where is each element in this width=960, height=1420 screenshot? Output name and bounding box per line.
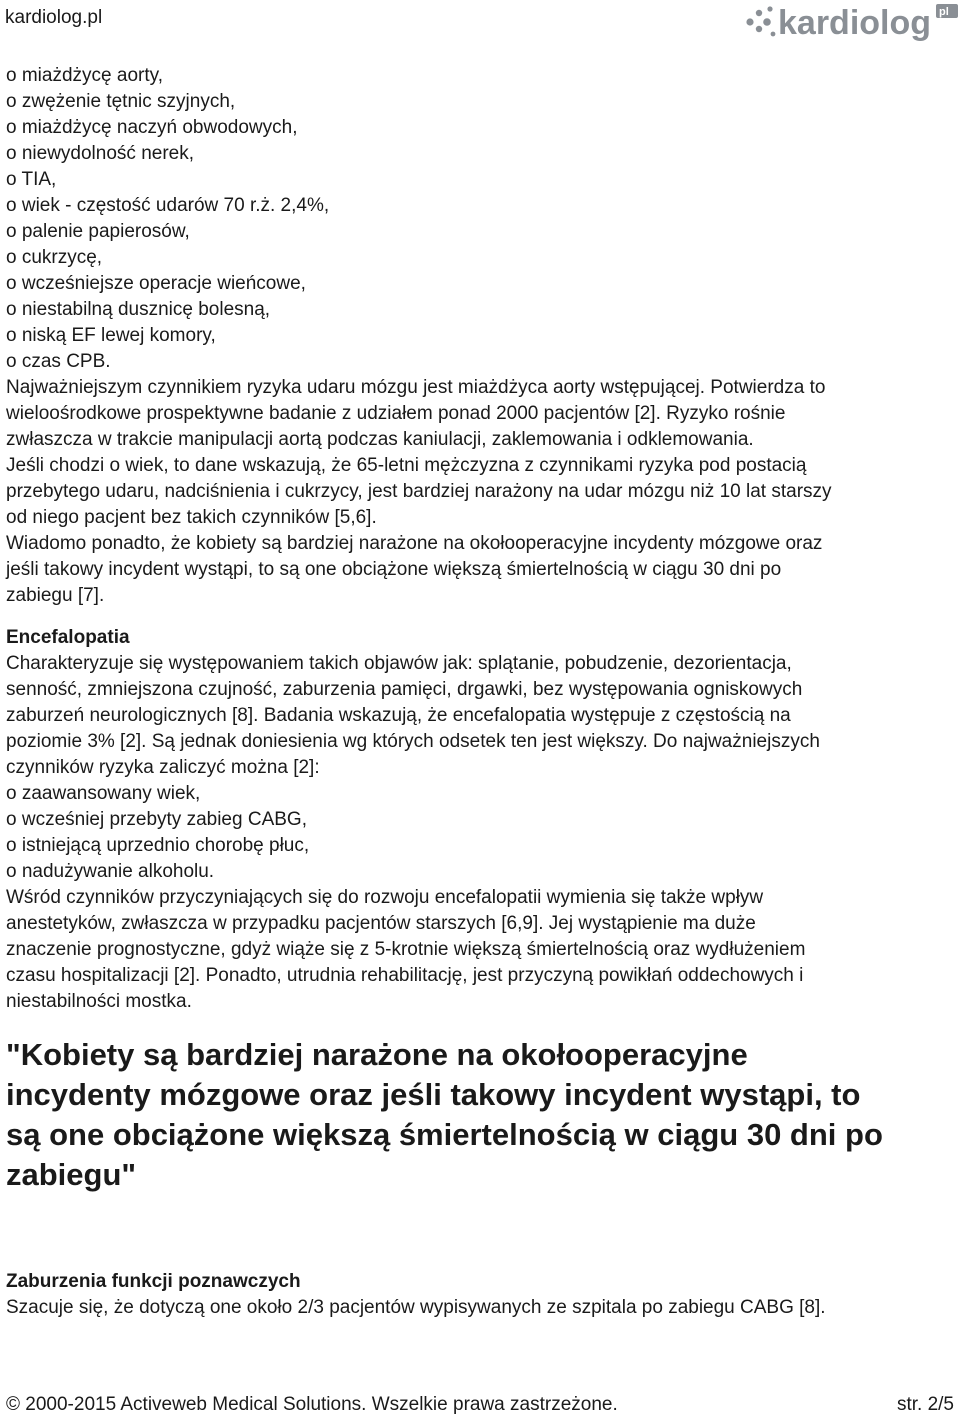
paragraph-line: czasu hospitalizacji [2]. Ponadto, utrudnia rehabilitację, jest przyczyną powikłań oddechowych i	[6, 965, 804, 986]
paragraph-line: Jeśli chodzi o wiek, to dane wskazują, że 65-letni mężczyzna z czynnikami ryzyka pod postacią	[6, 455, 807, 476]
stroke-paragraph	[6, 375, 950, 609]
site-name[interactable]: kardiolog.pl	[5, 7, 103, 28]
logo-wordmark: kardiolog	[778, 4, 932, 42]
list-item: o czas CPB.	[6, 351, 111, 372]
section-heading-cognitive: Zaburzenia funkcji poznawczych	[6, 1271, 301, 1292]
article-body	[6, 63, 950, 1321]
paragraph-line: zaburzeń neurologicznych [8]. Badania wskazują, że encefalopatia występuje z częstością na	[6, 705, 791, 726]
section-heading-encephalopathy: Encefalopatia	[6, 627, 130, 648]
page-footer	[6, 1392, 954, 1418]
list-item: o zwężenie tętnic szyjnych,	[6, 91, 236, 112]
paragraph-line: znaczenie prognostyczne, gdyż wiąże się z 5-krotnie większą śmiertelnością oraz wydłużeniem	[6, 939, 806, 960]
list-item: o wcześniejsze operacje wieńcowe,	[6, 273, 306, 294]
list-item: o niską EF lewej komory,	[6, 325, 216, 346]
list-item: o zaawansowany wiek,	[6, 783, 201, 804]
list-item: o TIA,	[6, 169, 57, 190]
list-item: o wiek - częstość udarów 70 r.ż. 2,4%,	[6, 195, 330, 216]
list-item: o miażdżycę aorty,	[6, 65, 163, 86]
paragraph-line: jeśli takowy incydent wystąpi, to są one obciążone większą śmiertelnością w ciągu 30 dni po	[6, 559, 782, 580]
paragraph-line: Wśród czynników przyczyniających się do rozwoju encefalopatii wymienia się także wpływ	[6, 887, 764, 908]
list-item: o wcześniej przebyty zabieg CABG,	[6, 809, 307, 830]
list-item: o cukrzycę,	[6, 247, 103, 268]
paragraph-line: czynników ryzyka zaliczyć można [2]:	[6, 757, 320, 778]
list-item: o niewydolność nerek,	[6, 143, 194, 164]
paragraph-line: Najważniejszym czynnikiem ryzyka udaru mózgu jest miażdżyca aorty wstępującej. Potwierdza to	[6, 377, 826, 398]
list-item: o istniejącą uprzednio chorobę płuc,	[6, 835, 310, 856]
quote-line: zabiegu"	[6, 1157, 137, 1192]
paragraph-line: senność, zmniejszona czujność, zaburzenia pamięci, drgawki, bez występowania ogniskowych	[6, 679, 803, 700]
list-item: o niestabilną dusznicę bolesną,	[6, 299, 271, 320]
paragraph-line: Szacuje się, że dotyczą one około 2/3 pacjentów wypisywanych ze szpitala po zabiegu CABG [8].	[6, 1297, 826, 1318]
logo-suffix: pl	[939, 6, 949, 18]
paragraph-line: Wiadomo ponadto, że kobiety są bardziej narażone na okołooperacyjne incydenty mózgowe oraz	[6, 533, 823, 554]
paragraph-line: zabiegu [7].	[6, 585, 105, 606]
paragraph-line: przebytego udaru, nadciśnienia i cukrzycy, jest bardziej narażony na udar mózgu niż 10 lat starszy	[6, 481, 832, 502]
page-number: str. 2/5	[896, 1394, 954, 1415]
list-item: o nadużywanie alkoholu.	[6, 861, 215, 882]
list-item: o miażdżycę naczyń obwodowych,	[6, 117, 298, 138]
cognitive-section	[6, 1269, 950, 1321]
kardiolog-logo[interactable]	[740, 0, 960, 46]
copyright-text: © 2000-2015 Activeweb Medical Solutions. Wszelkie prawa zastrzeżone.	[6, 1394, 618, 1415]
paragraph-line: poziomie 3% [2]. Są jednak doniesienia wg których odsetek ten jest większy. Do najważniejszych	[6, 731, 820, 752]
risk-factor-list	[6, 63, 950, 375]
paragraph-line: niestabilności mostka.	[6, 991, 192, 1012]
paragraph-line: wieloośrodkowe prospektywne badanie z udziałem ponad 2000 pacjentów [2]. Ryzyko rośnie	[6, 403, 786, 424]
paragraph-line: zwłaszcza w trakcie manipulacji aortą podczas kaniulacji, zaklemowania i odklemowania.	[6, 429, 754, 450]
quote-line: incydenty mózgowe oraz jeśli takowy incydent wystąpi, to	[6, 1077, 861, 1112]
logo-graphic	[740, 0, 960, 46]
quote-line: "Kobiety są bardziej narażone na okołooperacyjne	[6, 1037, 748, 1072]
paragraph-line: Charakteryzuje się występowaniem takich objawów jak: splątanie, pobudzenie, dezorientacja,	[6, 653, 792, 674]
list-item: o palenie papierosów,	[6, 221, 190, 242]
pull-quote	[6, 1035, 950, 1195]
paragraph-line: od niego pacjent bez takich czynników [5,6].	[6, 507, 377, 528]
encephalopathy-section	[6, 625, 950, 1015]
paragraph-line: anestetyków, zwłaszcza w przypadku pacjentów starszych [6,9]. Jej wystąpienie ma duże	[6, 913, 756, 934]
quote-line: są one obciążone większą śmiertelnością w ciągu 30 dni po	[6, 1117, 883, 1152]
